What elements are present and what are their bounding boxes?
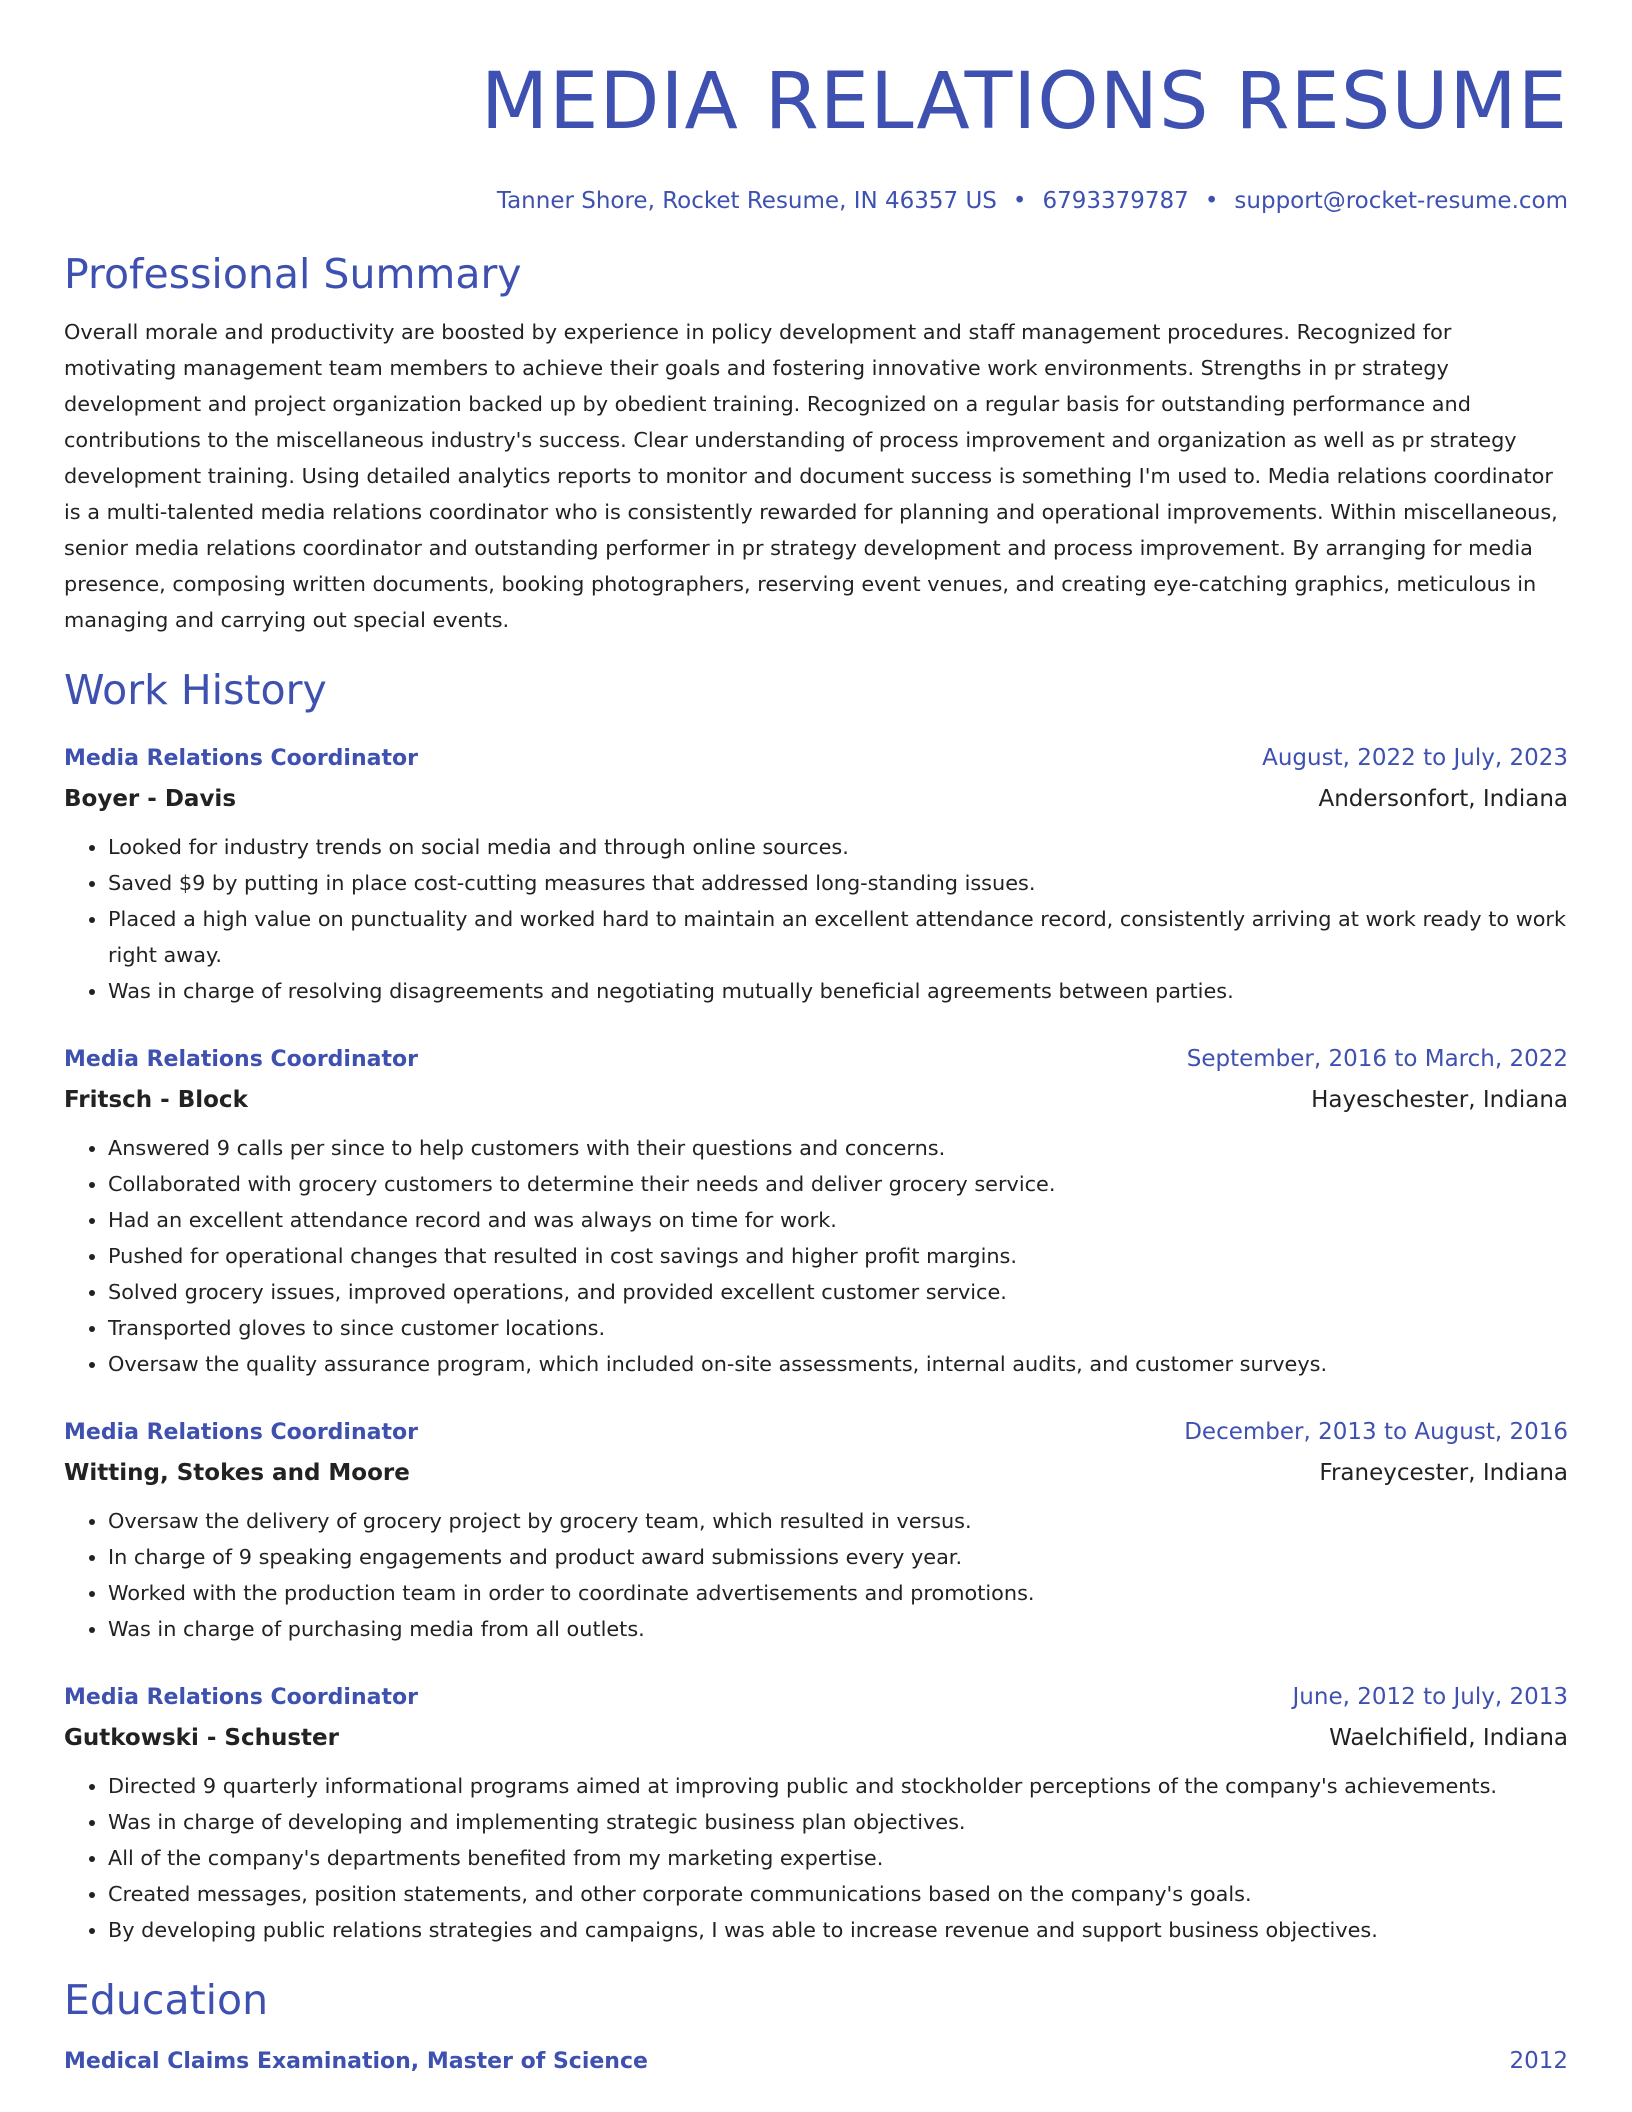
summary-heading: Professional Summary: [64, 250, 522, 298]
job-bullet: • Pushed for operational changes that resulted in cost savings and higher profit margins.: [108, 1238, 1568, 1274]
job-location: Hayeschester, Indiana: [1311, 1087, 1568, 1113]
job-bullet: • Answered 9 calls per since to help customers with their questions and concerns.: [108, 1130, 1568, 1166]
job-bullet: • Looked for industry trends on social media and through online sources.: [108, 829, 1568, 865]
summary-text: Overall morale and productivity are boosted by experience in policy development and staff management procedures. Recognized for motivating management team members to achieve their goals and fostering innovative work environments. Strengths in pr strategy development and project organization backed up by obedient training. Recognized on a regular basis for outstanding performance and contributions to the miscellaneous industry's success. Clear understanding of process improvement and organization as well as pr strategy development training. Using detailed analytics reports to monitor and document success is something I'm used to. Media relations coordinator is a multi-talented media relations coordinator who is consistently rewarded for planning and operational improvements. Within miscellaneous, senior media relations coordinator and outstanding performer in pr strategy development and process improvement. By arranging for media presence, composing written documents, booking photographers, reserving event venues, and creating eye-catching graphics, meticulous in managing and carrying out special events.: [64, 320, 1558, 632]
resume-title: MEDIA RELATIONS RESUME: [480, 57, 1568, 147]
job-company: Gutkowski - Schuster: [64, 1725, 339, 1751]
education-entry: [64, 2048, 1568, 2074]
job-bullet: • By developing public relations strategies and campaigns, I was able to increase revenue and support business objectives.: [108, 1912, 1568, 1948]
job-header: [64, 1412, 1568, 1453]
job-company: Witting, Stokes and Moore: [64, 1460, 410, 1486]
work-history-heading: Work History: [64, 666, 327, 714]
job-bullets: [64, 1768, 1568, 1948]
job-bullet: • Oversaw the delivery of grocery project by grocery team, which resulted in versus.: [108, 1503, 1568, 1539]
contact-separator: •: [1012, 188, 1027, 214]
contact-separator: •: [1204, 188, 1219, 214]
job-bullet: • Solved grocery issues, improved operations, and provided excellent customer service.: [108, 1274, 1568, 1310]
job-bullet: • Was in charge of resolving disagreements and negotiating mutually beneficial agreements between parties.: [108, 973, 1568, 1009]
job-entry: [64, 1412, 1568, 1647]
job-title: Media Relations Coordinator: [64, 1685, 418, 1710]
job-location: Andersonfort, Indiana: [1318, 786, 1568, 812]
job-bullet: • Collaborated with grocery customers to determine their needs and deliver grocery service.: [108, 1166, 1568, 1202]
job-header: [64, 1677, 1568, 1718]
job-bullets: [64, 1503, 1568, 1647]
job-entry: [64, 738, 1568, 1009]
job-bullet: • Transported gloves to since customer locations.: [108, 1310, 1568, 1346]
job-subheader: [64, 1453, 1568, 1493]
job-subheader: [64, 1080, 1568, 1120]
job-header: [64, 1039, 1568, 1080]
job-bullet: • All of the company's departments benefited from my marketing expertise.: [108, 1840, 1568, 1876]
job-title: Media Relations Coordinator: [64, 1420, 418, 1445]
job-subheader: [64, 779, 1568, 819]
education-year: 2012: [1509, 2048, 1568, 2074]
job-bullet: • Was in charge of purchasing media from all outlets.: [108, 1611, 1568, 1647]
job-company: Boyer - Davis: [64, 786, 237, 812]
job-title: Media Relations Coordinator: [64, 746, 418, 771]
job-bullet: • Saved $9 by putting in place cost-cutting measures that addressed long-standing issues.: [108, 865, 1568, 901]
job-bullet: • Created messages, position statements, and other corporate communications based on the company's goals.: [108, 1876, 1568, 1912]
job-dates: August, 2022 to July, 2023: [1262, 745, 1568, 771]
job-location: Franeycester, Indiana: [1319, 1460, 1568, 1486]
job-location: Waelchifield, Indiana: [1329, 1725, 1568, 1751]
job-bullets: [64, 829, 1568, 1009]
job-dates: June, 2012 to July, 2013: [1292, 1684, 1568, 1710]
job-bullets: [64, 1130, 1568, 1382]
job-subheader: [64, 1718, 1568, 1758]
education-heading: Education: [64, 1976, 269, 2024]
job-entry: [64, 1039, 1568, 1382]
contact-email[interactable]: support@rocket-resume.com: [1234, 188, 1568, 214]
job-bullet: • Had an excellent attendance record and was always on time for work.: [108, 1202, 1568, 1238]
job-bullet: • Directed 9 quarterly informational programs aimed at improving public and stockholder perceptions of the company's achievements.: [108, 1768, 1568, 1804]
job-bullet: • Worked with the production team in order to coordinate advertisements and promotions.: [108, 1575, 1568, 1611]
job-bullet: • Was in charge of developing and implementing strategic business plan objectives.: [108, 1804, 1568, 1840]
job-company: Fritsch - Block: [64, 1087, 248, 1113]
job-entry: [64, 1677, 1568, 1948]
job-bullet: • In charge of 9 speaking engagements and product award submissions every year.: [108, 1539, 1568, 1575]
job-title: Media Relations Coordinator: [64, 1047, 418, 1072]
job-bullet: • Oversaw the quality assurance program, which included on-site assessments, internal audits, and customer surveys.: [108, 1346, 1568, 1382]
job-header: [64, 738, 1568, 779]
education-degree: Medical Claims Examination, Master of Science: [64, 2049, 648, 2074]
contact-phone: 6793379787: [1042, 188, 1189, 214]
job-dates: September, 2016 to March, 2022: [1186, 1046, 1568, 1072]
contact-line: [64, 186, 1568, 216]
job-dates: December, 2013 to August, 2016: [1184, 1419, 1568, 1445]
job-bullet: • Placed a high value on punctuality and worked hard to maintain an excellent attendance record, consistently arriving at work ready to work right away.: [108, 901, 1568, 973]
contact-address: Tanner Shore, Rocket Resume, IN 46357 US: [496, 188, 997, 214]
